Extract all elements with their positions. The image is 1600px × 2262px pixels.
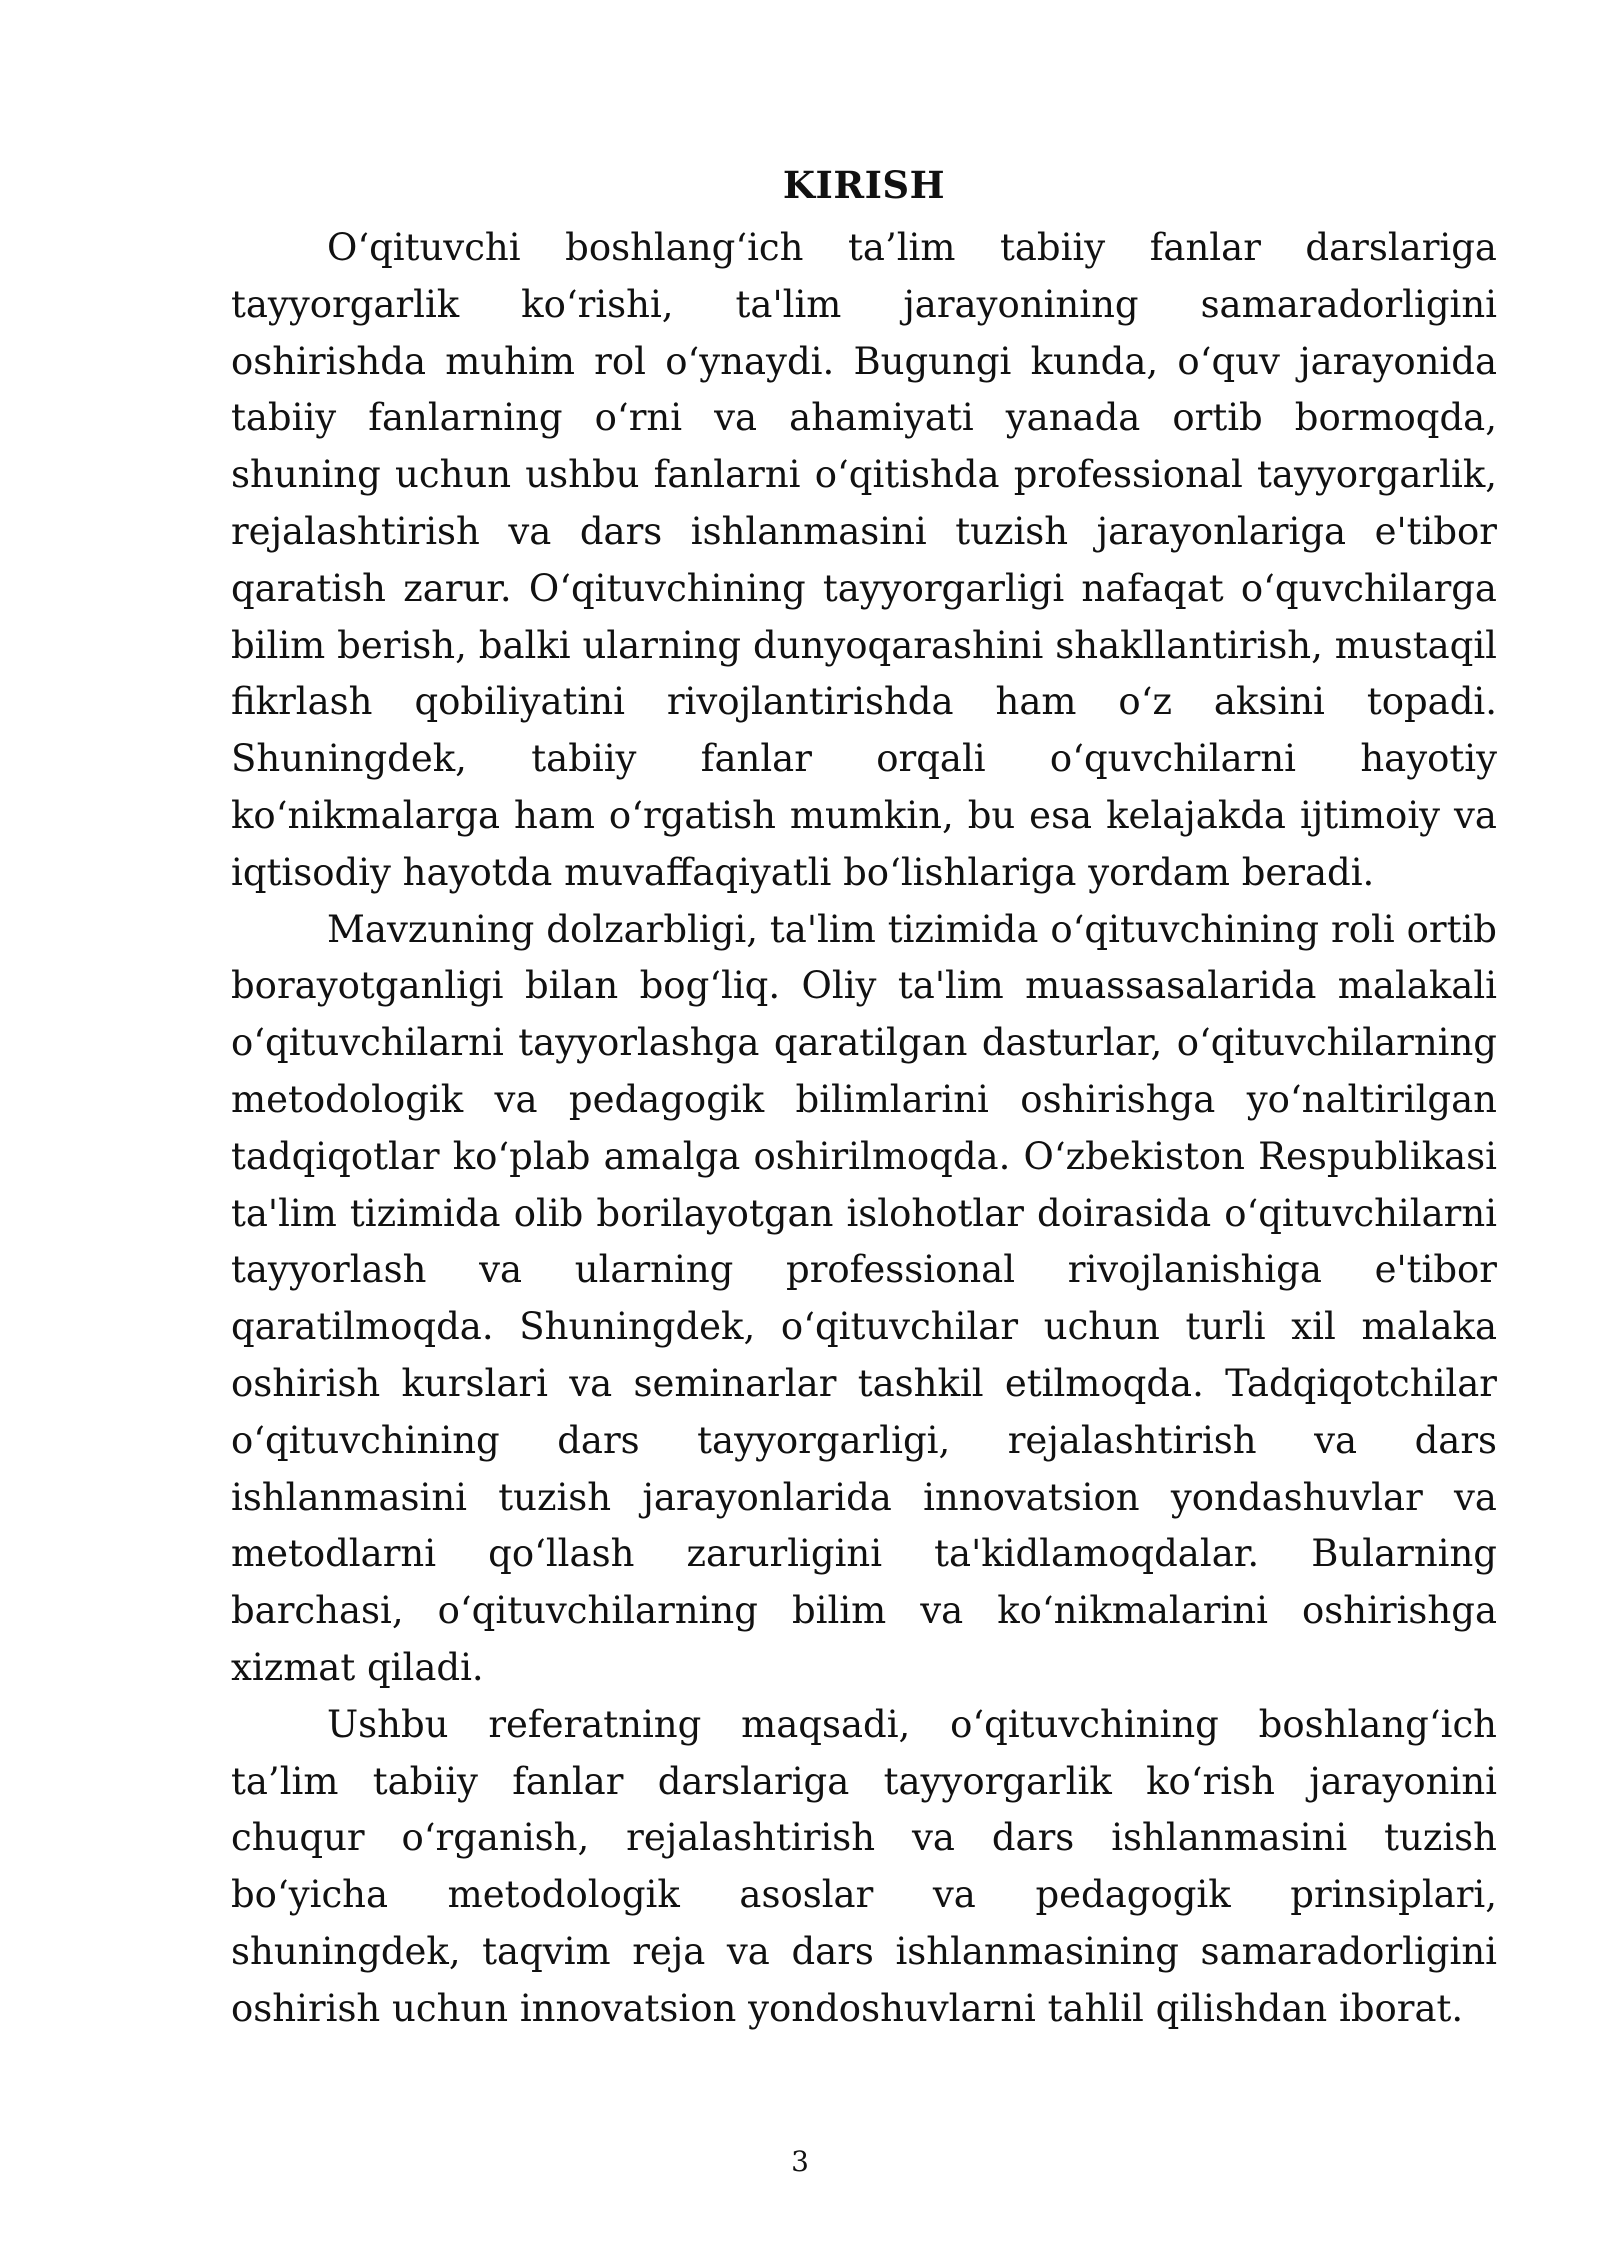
section-title: KIRISH — [782, 163, 946, 207]
body-paragraph-2: Mavzuning dolzarbligi, ta'lim tizimida o‘qituvchining roli ortib borayotganligi bilan bog‘liq. Oliy ta'lim muassasalarida malakali o‘qituvchilarni tayyorlashga qaratilgan dasturlar, o‘qituvchilarning metodologik va pedagogik bilimlarini oshirishga yo‘naltirilgan tadqiqotlar ko‘plab amalga oshirilmoqda. O‘zbekiston Respublikasi ta'lim tizimida olib borilayotgan islohotlar doirasida o‘qituvchilarni tayyorlash va ularning professional rivojlanishiga e'tibor qaratilmoqda. Shuningdek, o‘qituvchilar uchun turli xil malaka oshirish kurslari va seminarlar tashkil etilmoqda. Tadqiqotchilar o‘qituvchining dars tayyorgarligi, rejalashtirish va dars ishlanmasini tuzish jarayonlarida innovatsion yondashuvlar va metodlarni qo‘llash zarurligini ta'kidlamoqdalar. Bularning barchasi, o‘qituvchilarning bilim va ko‘nikmalarini oshirishga xizmat qiladi. — [231, 907, 1497, 1689]
body-paragraph-1: O‘qituvchi boshlang‘ich ta’lim tabiiy fanlar darslariga tayyorgarlik ko‘rishi, ta'lim jarayonining samaradorligini oshirishda muhim rol o‘ynaydi. Bugungi kunda, o‘quv jarayonida tabiiy fanlarning o‘rni va ahamiyati yanada ortib bormoqda, shuning uchun ushbu fanlarni o‘qitishda professional tayyorgarlik, rejalashtirish va dars ishlanmasini tuzish jarayonlariga e'tibor qaratish zarur. O‘qituvchining tayyorgarligi nafaqat o‘quvchilarga bilim berish, balki ularning dunyoqarashini shakllantirish, mustaqil fikrlash qobiliyatini rivojlantirishda ham o‘z aksini topadi. Shuningdek, tabiiy fanlar orqali o‘quvchilarni hayotiy ko‘nikmalarga ham o‘rgatish mumkin, bu esa kelajakda ijtimoiy va iqtisodiy hayotda muvaffaqiyatli bo‘lishlariga yordam beradi. — [231, 226, 1497, 894]
body-paragraph-3: Ushbu referatning maqsadi, o‘qituvchining boshlang‘ich ta’lim tabiiy fanlar darslariga tayyorgarlik ko‘rish jarayonini chuqur o‘rganish, rejalashtirish va dars ishlanmasini tuzish bo‘yicha metodologik asoslar va pedagogik prinsiplari, shuningdek, taqvim reja va dars ishlanmasining samaradorligini oshirish uchun innovatsion yondoshuvlarni tahlil qilishdan iborat. — [231, 1702, 1497, 2030]
page-content — [231, 150, 1497, 2038]
page-number: 3 — [791, 2145, 809, 2178]
